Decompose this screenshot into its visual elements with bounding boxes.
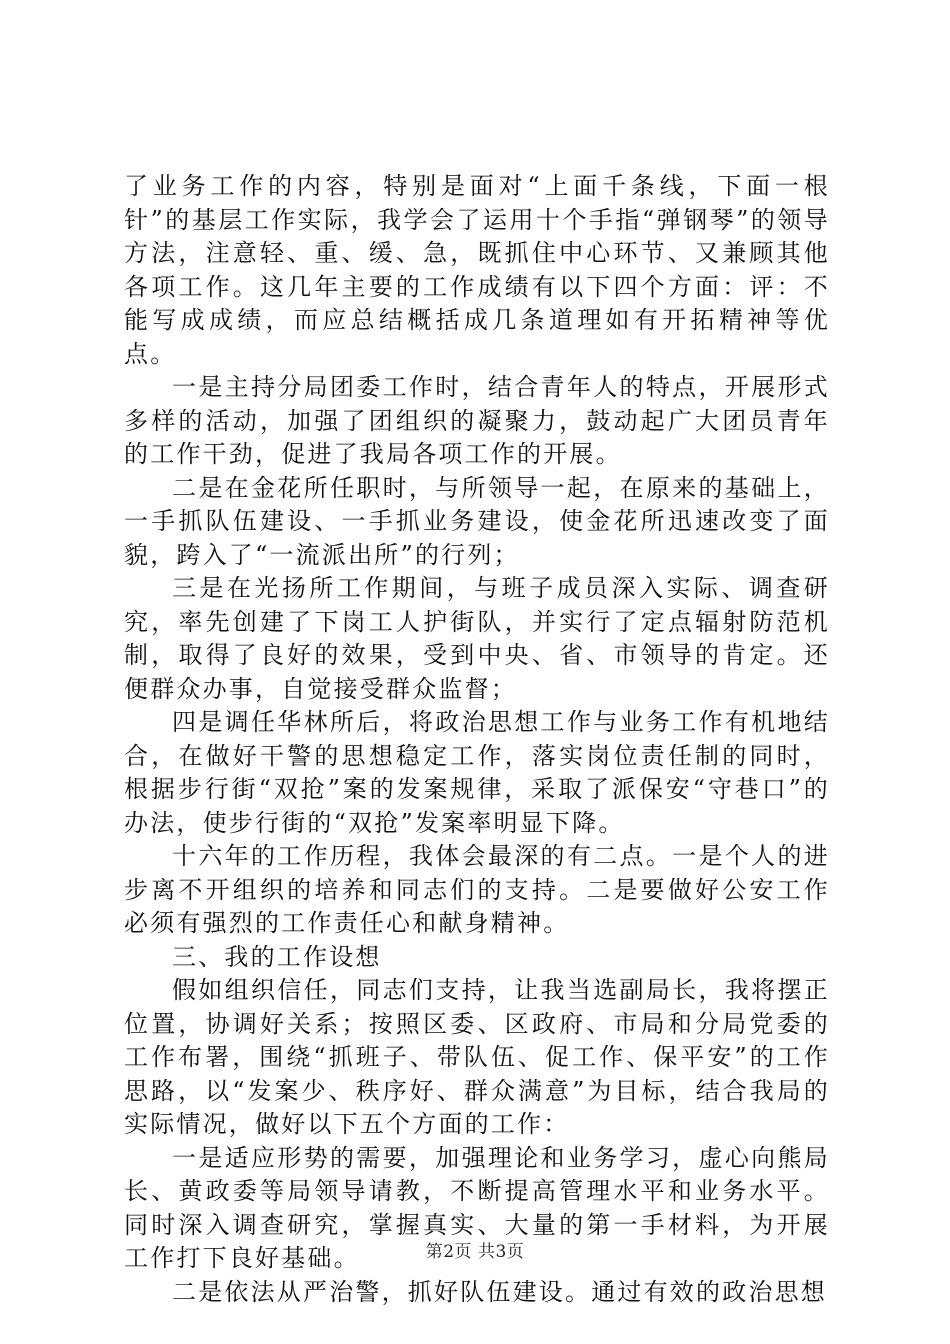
paragraph-plan-2: 二是依法从严治警，抓好队伍建设。通过有效的政治思想 bbox=[172, 1277, 827, 1306]
paragraph-achievement-1: 一是主持分局团委工作时，结合青年人的特点，开展形式多样的活动，加强了团组织的凝聚力，鼓动起广大团员青年的工作干劲，促进了我局各项工作的开展。 bbox=[124, 373, 830, 468]
paragraph-plan-1: 一是适应形势的需要，加强理论和业务学习，虚心向熊局长、黄政委等局领导请教，不断提高管理水平和业务水平。同时深入调查研究，掌握真实、大量的第一手材料，为开展工作打下良好基础。 bbox=[124, 1143, 830, 1272]
document-body bbox=[124, 170, 830, 1309]
paragraph-achievement-3: 三是在光扬所工作期间，与班子成员深入实际、调查研究，率先创建了下岗工人护街队，并实行了定点辐射防范机制，取得了良好的效果，受到中央、省、市领导的肯定。还便群众办事，自觉接受群众监督； bbox=[124, 574, 830, 703]
paragraph-continuation: 了业务工作的内容，特别是面对“上面千条线，下面一根针”的基层工作实际，我学会了运用十个手指“弹钢琴”的领导方法，注意轻、重、缓、急，既抓住中心环节、又兼顾其他各项工作。这几年主要的工作成绩有以下四个方面：评：不能写成成绩，而应总结概括成几条道理如有开拓精神等优点。 bbox=[124, 172, 830, 368]
section-heading: 三、我的工作设想 bbox=[172, 942, 382, 971]
page-number-footer: 第2页 共3页 bbox=[425, 1242, 525, 1262]
paragraph-experience: 十六年的工作历程，我体会最深的有二点。一是个人的进步离不开组织的培养和同志们的支持。二是要做好公安工作必须有强烈的工作责任心和献身精神。 bbox=[124, 842, 830, 937]
paragraph-achievement-4: 四是调任华林所后，将政治思想工作与业务工作有机地结合，在做好干警的思想稳定工作，落实岗位责任制的同时，根据步行街“双抢”案的发案规律，采取了派保安“守巷口”的办法，使步行街的“双抢”发案率明显下降。 bbox=[124, 708, 830, 837]
paragraph-achievement-2: 二是在金花所任职时，与所领导一起，在原来的基础上，一手抓队伍建设、一手抓业务建设，使金花所迅速改变了面貌，跨入了“一流派出所”的行列； bbox=[124, 473, 830, 569]
paragraph-plan-intro: 假如组织信任，同志们支持，让我当选副局长，我将摆正位置，协调好关系；按照区委、区政府、市局和分局党委的工作布署，围绕“抓班子、带队伍、促工作、保平安”的工作思路，以“发案少、秩序好、群众满意”为目标，结合我局的实际情况，做好以下五个方面的工作： bbox=[124, 976, 830, 1138]
